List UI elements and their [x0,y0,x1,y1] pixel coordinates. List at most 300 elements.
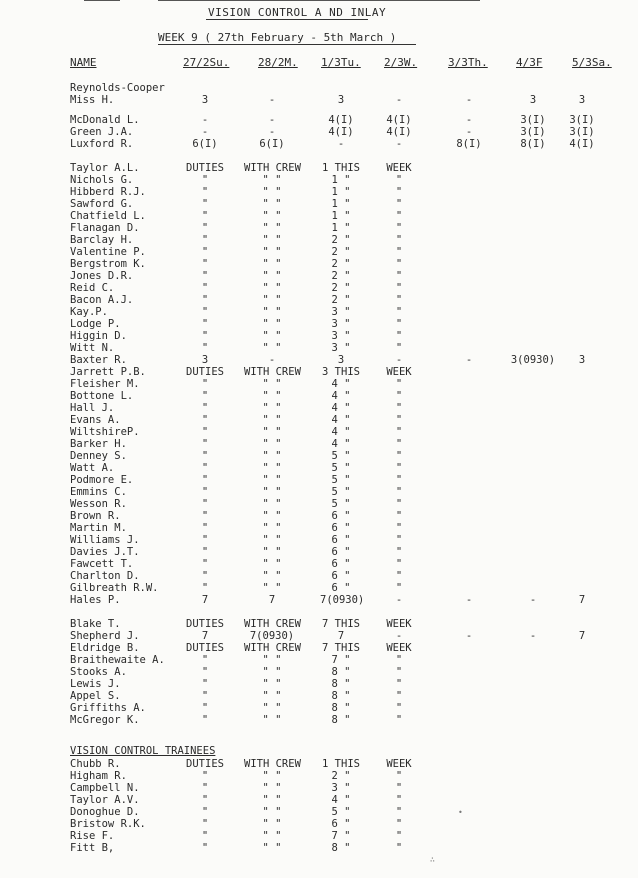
day-cell: " [201,438,209,450]
day-cell: " " [262,474,282,486]
day-cell: " [395,534,403,546]
day-cell: " " [262,678,282,690]
day-cell: " " [262,714,282,726]
staff-name: Hall J. [70,402,115,414]
staff-name: Taylor A.L. [70,162,140,174]
day-cell: " [395,666,403,678]
table-row [0,318,638,330]
table-row [0,770,638,782]
day-cell: " [395,782,403,794]
staff-name: Hales P. [70,594,121,606]
day-cell: " [395,246,403,258]
day-cell: WITH CREW [244,758,301,770]
day-cell: " [201,222,209,234]
day-cell: " " [262,522,282,534]
day-cell: " [201,426,209,438]
table-row [0,842,638,854]
day-cell: " [395,462,403,474]
staff-name: Fitt B, [70,842,115,854]
day-cell: " " [262,282,282,294]
day-cell: 1 " [331,222,351,234]
table-row [0,246,638,258]
day-cell: " [201,782,209,794]
day-cell: " [395,294,403,306]
day-cell: DUTIES [186,642,224,654]
day-cell: 8 " [331,690,351,702]
day-cell: " [395,438,403,450]
day-cell: DUTIES [186,162,224,174]
table-row [0,174,638,186]
day-cell: WEEK [386,618,412,630]
day-cell: 2 " [331,294,351,306]
day-cell: 3 [337,354,345,366]
table-row [0,594,638,606]
day-cell: " [201,402,209,414]
table-row [0,450,638,462]
table-row [0,510,638,522]
day-cell: " [201,770,209,782]
table-row [0,198,638,210]
day-cell: 1 THIS [322,162,360,174]
staff-name: Braithewaite A. [70,654,165,666]
table-row [0,138,638,150]
day-cell: " [201,318,209,330]
day-cell: 3(I) [520,126,546,138]
staff-name: Lodge P. [70,318,121,330]
day-cell: 6 " [331,510,351,522]
day-cell: " " [262,806,282,818]
table-row [0,818,638,830]
table-row [0,342,638,354]
day-cell: " [201,582,209,594]
staff-name: Higham R. [70,770,127,782]
day-cell: " [395,414,403,426]
day-cell: " [201,830,209,842]
table-row [0,618,638,630]
staff-name: Bristow R.K. [70,818,146,830]
day-cell: " [201,654,209,666]
top-rule [158,0,480,1]
staff-name: Gilbreath R.W. [70,582,159,594]
day-cell: - [268,126,276,138]
day-cell: 8 " [331,702,351,714]
day-cell: - [465,94,473,106]
day-cell: 3 THIS [322,366,360,378]
day-cell: " [395,450,403,462]
day-cell: " " [262,174,282,186]
day-cell: 3(0930) [510,354,556,366]
day-cell: 3 [578,354,586,366]
day-cell: DUTIES [186,758,224,770]
day-cell: WITH CREW [244,366,301,378]
day-cell: " [395,794,403,806]
day-cell: " [395,510,403,522]
day-cell: 3 " [331,782,351,794]
day-cell: 6 " [331,818,351,830]
staff-name: Appel S. [70,690,121,702]
top-dash [84,0,120,1]
day-cell: " [395,486,403,498]
day-cell: WITH CREW [244,618,301,630]
day-cell: 7 [201,594,209,606]
day-cell: WITH CREW [244,642,301,654]
day-cell: " [201,390,209,402]
day-cell: " [395,714,403,726]
staff-name: Griffiths A. [70,702,146,714]
day-cell: " [395,306,403,318]
day-cell: " [201,186,209,198]
day-cell: " " [262,294,282,306]
column-header-name: NAME [70,56,97,69]
day-cell: " [201,306,209,318]
day-cell: 2 " [331,270,351,282]
day-cell: 4 " [331,378,351,390]
day-cell: 4 " [331,402,351,414]
staff-name: Bergstrom K. [70,258,146,270]
ink-speck: • [458,808,463,817]
day-cell: 4(I) [569,138,595,150]
day-cell: " " [262,818,282,830]
table-row [0,642,638,654]
staff-name: Bottone L. [70,390,134,402]
day-cell: " [201,570,209,582]
day-cell: " [395,570,403,582]
day-cell: " [395,234,403,246]
day-cell: 7 THIS [322,642,360,654]
table-row [0,782,638,794]
table-row [0,354,638,366]
table-row [0,390,638,402]
staff-name: Charlton D. [70,570,140,582]
day-cell: " [395,378,403,390]
day-cell: 5 " [331,498,351,510]
day-cell: " " [262,830,282,842]
day-cell: " " [262,378,282,390]
day-cell: " [395,282,403,294]
day-cell: 5 " [331,806,351,818]
day-cell: " " [262,234,282,246]
day-cell: " " [262,558,282,570]
table-row [0,702,638,714]
day-cell: " [201,474,209,486]
day-cell: " [395,210,403,222]
day-cell: 4 " [331,426,351,438]
day-cell: 4(I) [328,126,354,138]
column-header-day1: 27/2Su. [183,56,230,69]
day-cell: " [201,258,209,270]
title-underline [206,19,368,20]
staff-name: Watt A. [70,462,115,474]
day-cell: - [268,114,276,126]
staff-name: McDonald L. [70,114,140,126]
day-cell: " [395,842,403,854]
table-row [0,630,638,642]
table-row [0,94,638,106]
staff-name: Luxford R. [70,138,134,150]
day-cell: 5 " [331,450,351,462]
day-cell: " [201,534,209,546]
day-cell: 4 " [331,438,351,450]
day-cell: 6(I) [192,138,218,150]
day-cell: " [395,258,403,270]
day-cell: 3 [201,354,209,366]
table-row [0,806,638,818]
day-cell: " [395,806,403,818]
table-row [0,570,638,582]
day-cell: 6 " [331,558,351,570]
day-cell: " [201,282,209,294]
day-cell: " [201,342,209,354]
day-cell: - [395,94,403,106]
day-cell: " " [262,486,282,498]
day-cell: - [395,630,403,642]
day-cell: 7(0930) [320,594,365,606]
day-cell: - [395,594,403,606]
day-cell: " [201,678,209,690]
table-row [0,270,638,282]
table-row [0,222,638,234]
staff-name: Taylor A.V. [70,794,140,806]
day-cell: " [395,426,403,438]
day-cell: " " [262,186,282,198]
day-cell: 6(I) [259,138,285,150]
week-underline [158,44,416,45]
table-row [0,438,638,450]
day-cell: 5 " [331,474,351,486]
day-cell: - [201,126,209,138]
day-cell: 3 [578,94,586,106]
day-cell: " [201,794,209,806]
day-cell: " [395,342,403,354]
day-cell: - [465,630,473,642]
table-row [0,402,638,414]
table-row [0,210,638,222]
table-row [0,558,638,570]
day-cell: 2 " [331,258,351,270]
day-cell: " [201,522,209,534]
table-row [0,714,638,726]
staff-name: Witt N. [70,342,115,354]
day-cell: " [395,830,403,842]
table-row [0,474,638,486]
day-cell: " [201,818,209,830]
day-cell: 3 [337,94,345,106]
staff-name: Blake T. [70,618,121,630]
day-cell: 7 [268,594,276,606]
staff-name: Reynolds-Cooper [70,82,165,94]
day-cell: - [268,94,276,106]
staff-name: Miss H. [70,94,115,106]
day-cell: 1 " [331,174,351,186]
day-cell: 7 [201,630,209,642]
staff-name: Bacon A.J. [70,294,134,306]
staff-name: Shepherd J. [70,630,140,642]
table-row [0,294,638,306]
column-header-day4: 2/3W. [384,56,418,69]
staff-name: Wesson R. [70,498,127,510]
day-cell: WEEK [386,162,412,174]
day-cell: " " [262,258,282,270]
staff-name: Fleisher M. [70,378,140,390]
day-cell: - [337,138,345,150]
staff-name: Fawcett T. [70,558,134,570]
day-cell: " [201,234,209,246]
day-cell: 3 " [331,330,351,342]
day-cell: " [395,522,403,534]
staff-name: Martin M. [70,522,127,534]
day-cell: " " [262,782,282,794]
day-cell: 6 " [331,522,351,534]
day-cell: - [465,594,473,606]
day-cell: DUTIES [186,618,224,630]
staff-name: Chubb R. [70,758,121,770]
day-cell: 6 " [331,534,351,546]
day-cell: " " [262,510,282,522]
staff-name: Williams J. [70,534,140,546]
day-cell: " " [262,306,282,318]
staff-name: Brown R. [70,510,121,522]
staff-name: McGregor K. [70,714,140,726]
day-cell: " " [262,198,282,210]
day-cell: " " [262,842,282,854]
staff-name: Campbell N. [70,782,140,794]
day-cell: " [201,842,209,854]
day-cell: " [201,510,209,522]
table-row [0,522,638,534]
staff-name: Lewis J. [70,678,121,690]
day-cell: " " [262,330,282,342]
day-cell: - [465,354,473,366]
day-cell: 1 " [331,186,351,198]
day-cell: " [201,702,209,714]
staff-name: Valentine P. [70,246,146,258]
day-cell: " [395,678,403,690]
day-cell: 2 " [331,282,351,294]
staff-name: Denney S. [70,450,127,462]
day-cell: " [395,582,403,594]
table-row [0,486,638,498]
day-cell: 7(0930) [249,630,295,642]
day-cell: 5 " [331,486,351,498]
day-cell: " [395,402,403,414]
day-cell: " " [262,402,282,414]
day-cell: " [395,330,403,342]
column-header-day2: 28/2M. [258,56,298,69]
day-cell: " [395,174,403,186]
day-cell: 3 " [331,306,351,318]
staff-name: Hibberd R.J. [70,186,146,198]
table-row [0,378,638,390]
day-cell: " [201,294,209,306]
day-cell: " [395,818,403,830]
table-row [0,126,638,138]
day-cell: " [201,486,209,498]
day-cell: WITH CREW [244,162,301,174]
day-cell: 4 " [331,390,351,402]
day-cell: " [201,270,209,282]
day-cell: 4 " [331,414,351,426]
table-row [0,114,638,126]
staff-name: Barker H. [70,438,127,450]
day-cell: 3 " [331,318,351,330]
day-cell: 3 [201,94,209,106]
day-cell: WEEK [386,642,412,654]
day-cell: " [395,690,403,702]
day-cell: " [395,186,403,198]
staff-name: Rise F. [70,830,115,842]
table-row [0,498,638,510]
day-cell: 4(I) [386,114,412,126]
table-row [0,258,638,270]
staff-name: Eldridge B. [70,642,140,654]
document-title: VISION CONTROL A ND INLAY [208,6,387,19]
day-cell: " " [262,342,282,354]
day-cell: 2 " [331,770,351,782]
day-cell: " [395,270,403,282]
staff-name: Jarrett P.B. [70,366,146,378]
day-cell: - [529,630,537,642]
day-cell: " [201,498,209,510]
day-cell: " " [262,666,282,678]
staff-name: Barclay H. [70,234,134,246]
day-cell: 3 [529,94,537,106]
day-cell: DUTIES [186,366,224,378]
day-cell: " [201,246,209,258]
day-cell: " " [262,582,282,594]
staff-name: Green J.A. [70,126,134,138]
staff-name: Reid C. [70,282,115,294]
table-row [0,426,638,438]
day-cell: - [395,354,403,366]
day-cell: " [201,198,209,210]
day-cell: " " [262,462,282,474]
day-cell: 3(I) [520,114,546,126]
day-cell: 8 " [331,666,351,678]
day-cell: " " [262,210,282,222]
day-cell: " [201,714,209,726]
day-cell: " [395,770,403,782]
day-cell: 6 " [331,570,351,582]
day-cell: " " [262,222,282,234]
day-cell: 7 " [331,830,351,842]
day-cell: - [465,114,473,126]
day-cell: 6 " [331,546,351,558]
day-cell: 8 " [331,678,351,690]
day-cell: 8(I) [520,138,546,150]
ink-smudge: ∴ [430,855,435,864]
table-row [0,282,638,294]
staff-name: Sawford G. [70,198,134,210]
day-cell: " [395,498,403,510]
day-cell: 1 THIS [322,758,360,770]
day-cell: 2 " [331,234,351,246]
day-cell: " [201,414,209,426]
day-cell: " " [262,414,282,426]
staff-name: Higgin D. [70,330,127,342]
table-row [0,582,638,594]
table-row [0,666,638,678]
day-cell: 8 " [331,714,351,726]
day-cell: - [529,594,537,606]
day-cell: " [201,210,209,222]
staff-name: Flanagan D. [70,222,140,234]
day-cell: " " [262,570,282,582]
column-header-day5: 3/3Th. [448,56,488,69]
table-row [0,186,638,198]
day-cell: - [465,126,473,138]
day-cell: " [395,390,403,402]
day-cell: 2 " [331,246,351,258]
